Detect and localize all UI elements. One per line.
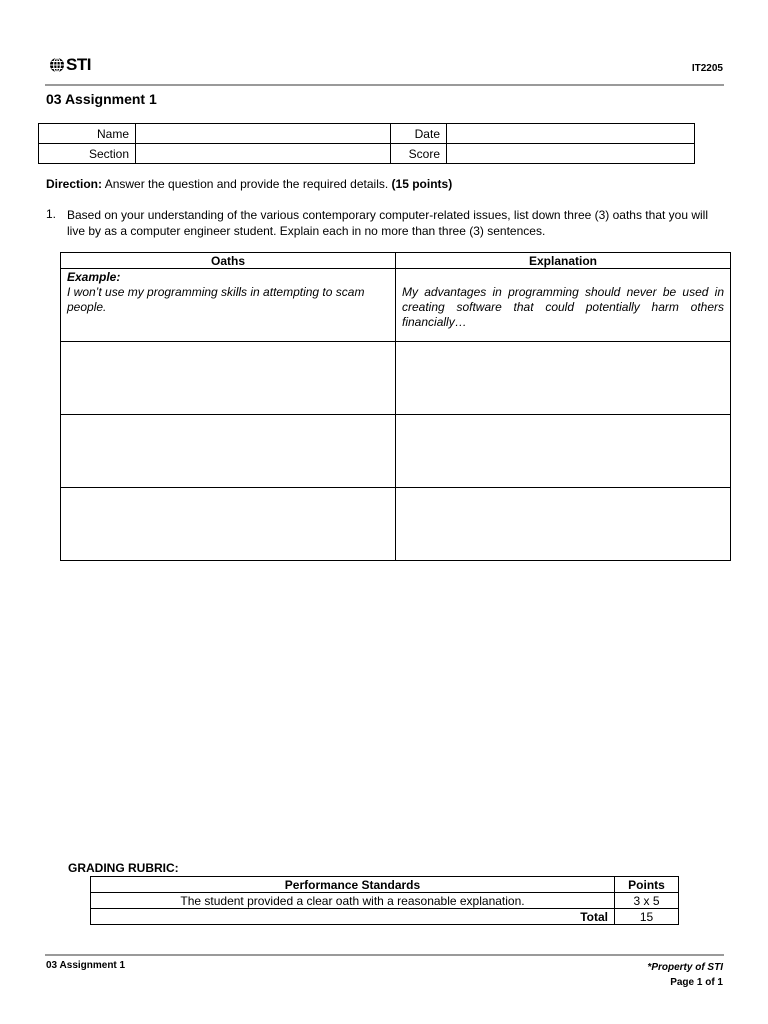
explanation-cell[interactable] — [396, 488, 731, 561]
sti-globe-icon — [49, 57, 65, 73]
student-info-table — [38, 123, 695, 164]
example-oath-cell — [61, 269, 396, 342]
footer-divider — [45, 954, 724, 956]
score-label: Score — [391, 144, 447, 164]
explanation-cell[interactable] — [396, 415, 731, 488]
question-number: 1. — [46, 207, 57, 221]
question-text: Based on your understanding of the various contemporary computer-related issues, list down three (3) oaths that you will live by as a computer engineer student. Explain each in no more than three (3) sentences. — [67, 208, 709, 238]
oath-row — [61, 342, 731, 415]
rubric-table — [90, 876, 679, 925]
example-label: Example: — [67, 270, 121, 284]
example-row — [61, 269, 731, 342]
performance-standards-header: Performance Standards — [91, 877, 615, 893]
explanation-cell[interactable] — [396, 342, 731, 415]
example-explanation: My advantages in programming should never be used in creating software that could potentially harm others financially… — [402, 285, 724, 329]
date-label: Date — [391, 124, 447, 144]
oath-cell[interactable] — [61, 342, 396, 415]
score-field[interactable] — [447, 144, 695, 164]
document-title: 03 Assignment 1 — [46, 91, 157, 107]
direction — [46, 177, 452, 191]
oaths-header: Oaths — [61, 253, 396, 269]
oath-row — [61, 415, 731, 488]
name-label: Name — [39, 124, 136, 144]
rubric-points: 3 x 5 — [615, 893, 679, 909]
points-header: Points — [615, 877, 679, 893]
rubric-title: GRADING RUBRIC: — [68, 861, 179, 875]
logo-text: STI — [66, 55, 91, 74]
example-oath: I won’t use my programming skills in attempting to scam people. — [67, 285, 365, 314]
total-value: 15 — [615, 909, 679, 925]
direction-text: Answer the question and provide the required details. — [102, 177, 392, 191]
footer-property: *Property of STI — [647, 962, 723, 973]
footer-right — [647, 960, 723, 990]
footer-page-number: Page 1 of 1 — [670, 977, 723, 988]
example-explanation-cell — [396, 269, 731, 342]
name-field[interactable] — [136, 124, 391, 144]
oath-table — [60, 252, 731, 561]
oath-cell[interactable] — [61, 488, 396, 561]
oath-row — [61, 488, 731, 561]
direction-label: Direction: — [46, 177, 103, 191]
footer-title: 03 Assignment 1 — [46, 960, 126, 971]
explanation-header: Explanation — [396, 253, 731, 269]
total-label: Total — [91, 909, 615, 925]
section-field[interactable] — [136, 144, 391, 164]
rubric-row — [91, 893, 679, 909]
section-label: Section — [39, 144, 136, 164]
date-field[interactable] — [447, 124, 695, 144]
course-code: IT2205 — [691, 63, 723, 74]
header-divider — [45, 84, 724, 86]
oath-cell[interactable] — [61, 415, 396, 488]
sti-logo — [49, 56, 91, 74]
rubric-total-row — [91, 909, 679, 925]
rubric-standard: The student provided a clear oath with a reasonable explanation. — [91, 893, 615, 909]
direction-points: (15 points) — [391, 177, 453, 191]
